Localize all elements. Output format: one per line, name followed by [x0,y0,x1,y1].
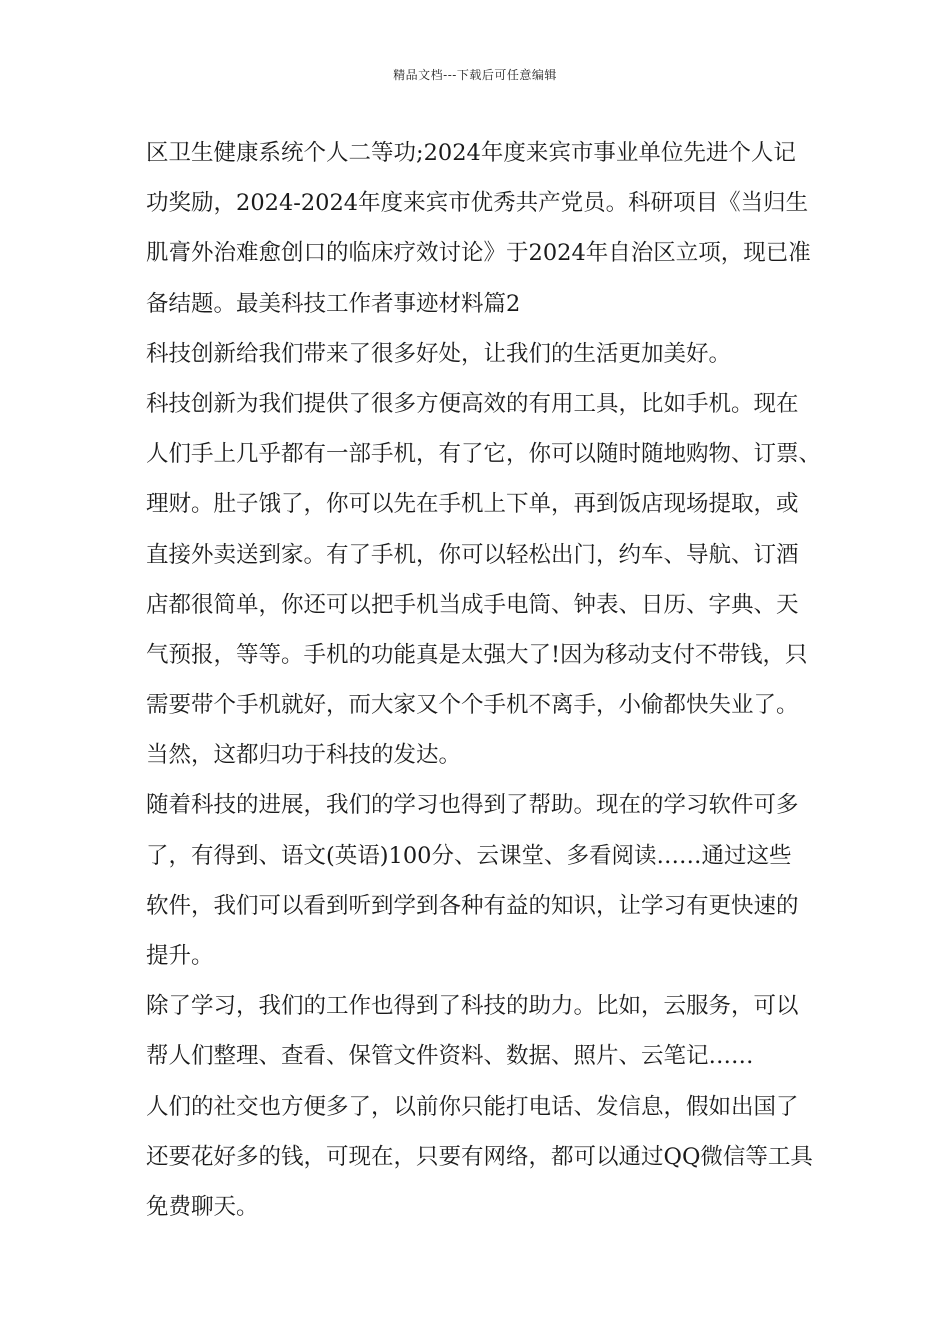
text-line: 提升。 [146,943,214,969]
text-line: 理财。肚子饿了，你可以先在手机上下单，再到饭店现场提取，或 [146,491,799,518]
text-line: 店都很简单，你还可以把手机当成手电筒、钟表、日历、字典、天 [146,591,799,618]
text-line: 直接外卖送到家。有了手机，你可以轻松出门，约车、导航、订酒 [146,541,799,568]
text-line: 备结题。最美科技工作者事迹材料篇2 [146,290,521,317]
text-line: 了，有得到、语文(英语)100分、云课堂、多看阅读……通过这些 [146,842,792,869]
text-line: 人们手上几乎都有一部手机，有了它，你可以随时随地购物、订票、 [146,441,822,468]
text-line: 气预报，等等。手机的功能真是太强大了!因为移动支付不带钱，只 [146,641,808,668]
text-line: 除了学习，我们的工作也得到了科技的助力。比如，云服务，可以 [146,993,799,1020]
text-line: 科技创新给我们带来了很多好处，让我们的生活更加美好。 [146,340,732,367]
text-line: 当然，这都归功于科技的发达。 [146,742,462,769]
text-line: 需要带个手机就好，而大家又个个手机不离手，小偷都快失业了。 [146,692,799,719]
text-line: 免费聊天。 [146,1193,259,1220]
text-line: 区卫生健康系统个人二等功;2024年度来宾市事业单位先进个人记 [146,140,796,166]
text-line: 科技创新为我们提供了很多方便高效的有用工具，比如手机。现在 [146,390,799,417]
text-line: 功奖励，2024-2024年度来宾市优秀共产党员。科研项目《当归生 [146,190,809,217]
text-line: 还要花好多的钱，可现在，只要有网络，都可以通过QQ微信等工具 [146,1143,813,1170]
text-line: 肌膏外治难愈创口的临床疗效讨论》于2024年自治区立项，现已准 [146,240,811,267]
document-body [146,128,826,1232]
text-line: 软件，我们可以看到听到学到各种有益的知识，让学习有更快速的 [146,892,799,919]
text-line: 随着科技的进展，我们的学习也得到了帮助。现在的学习软件可多 [146,792,799,819]
page-header: 精品文档---下载后可任意编辑 [393,68,557,82]
text-line: 人们的社交也方便多了，以前你只能打电话、发信息，假如出国了 [146,1093,799,1120]
text-line: 帮人们整理、查看、保管文件资料、数据、照片、云笔记…… [146,1043,754,1070]
